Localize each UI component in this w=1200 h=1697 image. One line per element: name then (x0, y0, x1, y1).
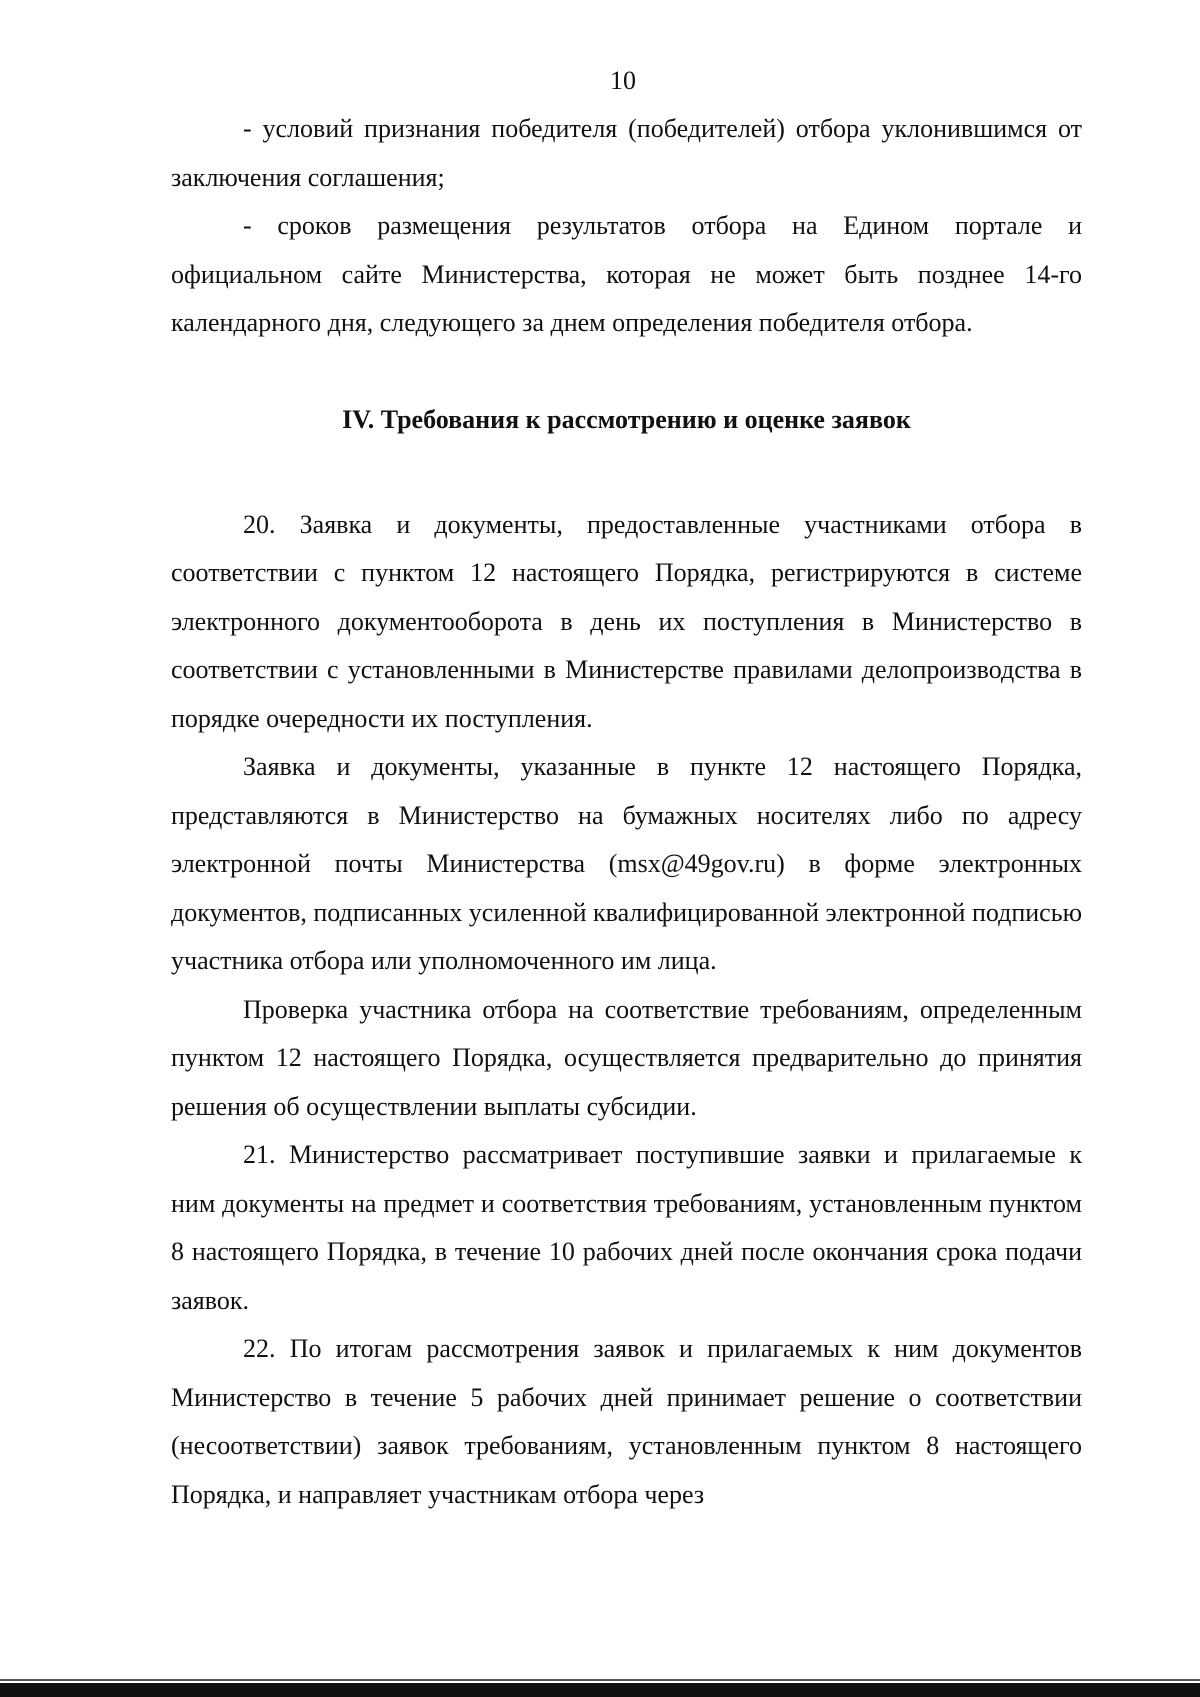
document-body (171, 105, 1082, 1519)
scan-edge-bar (0, 1683, 1200, 1697)
paragraph-results-deadline: - сроков размещения результатов отбора на Едином портале и официальном сайте Министерства, которая не может быть позднее 14-го календарного дня, следующего за днем определения победителя отбора. (171, 211, 1082, 337)
paragraph-21: 21. Министерство рассматривает поступившие заявки и прилагаемые к ним документы на предмет и соответствия требованиям, установленным пунктом 8 настоящего Порядка, в течение 10 рабочих дней после окончания срока подачи заявок. (171, 1140, 1082, 1315)
page-number: 10 (610, 66, 636, 95)
paragraph-verification: Проверка участника отбора на соответствие требованиям, определенным пунктом 12 настоящего Порядка, осуществляется предварительно до принятия решения об осуществлении выплаты субсидии. (171, 994, 1082, 1121)
scan-edge-thin-line (0, 1679, 1200, 1681)
section-heading: IV. Требования к рассмотрению и оценке заявок (342, 404, 911, 434)
paragraph-22: 22. По итогам рассмотрения заявок и прилагаемых к ним документов Министерство в течение 5 рабочих дней принимает решение о соответствии (несоответствии) заявок требованиям, установленным пунктом 8 настоящего Порядка, и направляет участникам отбора через (171, 1334, 1082, 1509)
paragraph-submission: Заявка и документы, указанные в пункте 12 настоящего Порядка, представляются в Министерство на бумажных носителях либо по адресу электронной почты Министерства (msx@49gov.ru) в форме электронных документов, подписанных усиленной квалифицированной электронной подписью участника отбора или уполномоченного им лица. (171, 752, 1082, 975)
paragraph-20: 20. Заявка и документы, предоставленные участниками отбора в соответствии с пунктом 12 настоящего Порядка, регистрируются в системе электронного документооборота в день их поступления в Министерство в соответствии с установленными в Министерстве правилами делопроизводства в порядке очередности их поступления. (171, 509, 1082, 733)
paragraph-winner-evasion: - условий признания победителя (победителей) отбора уклонившимся от заключения соглашения; (171, 114, 1082, 192)
